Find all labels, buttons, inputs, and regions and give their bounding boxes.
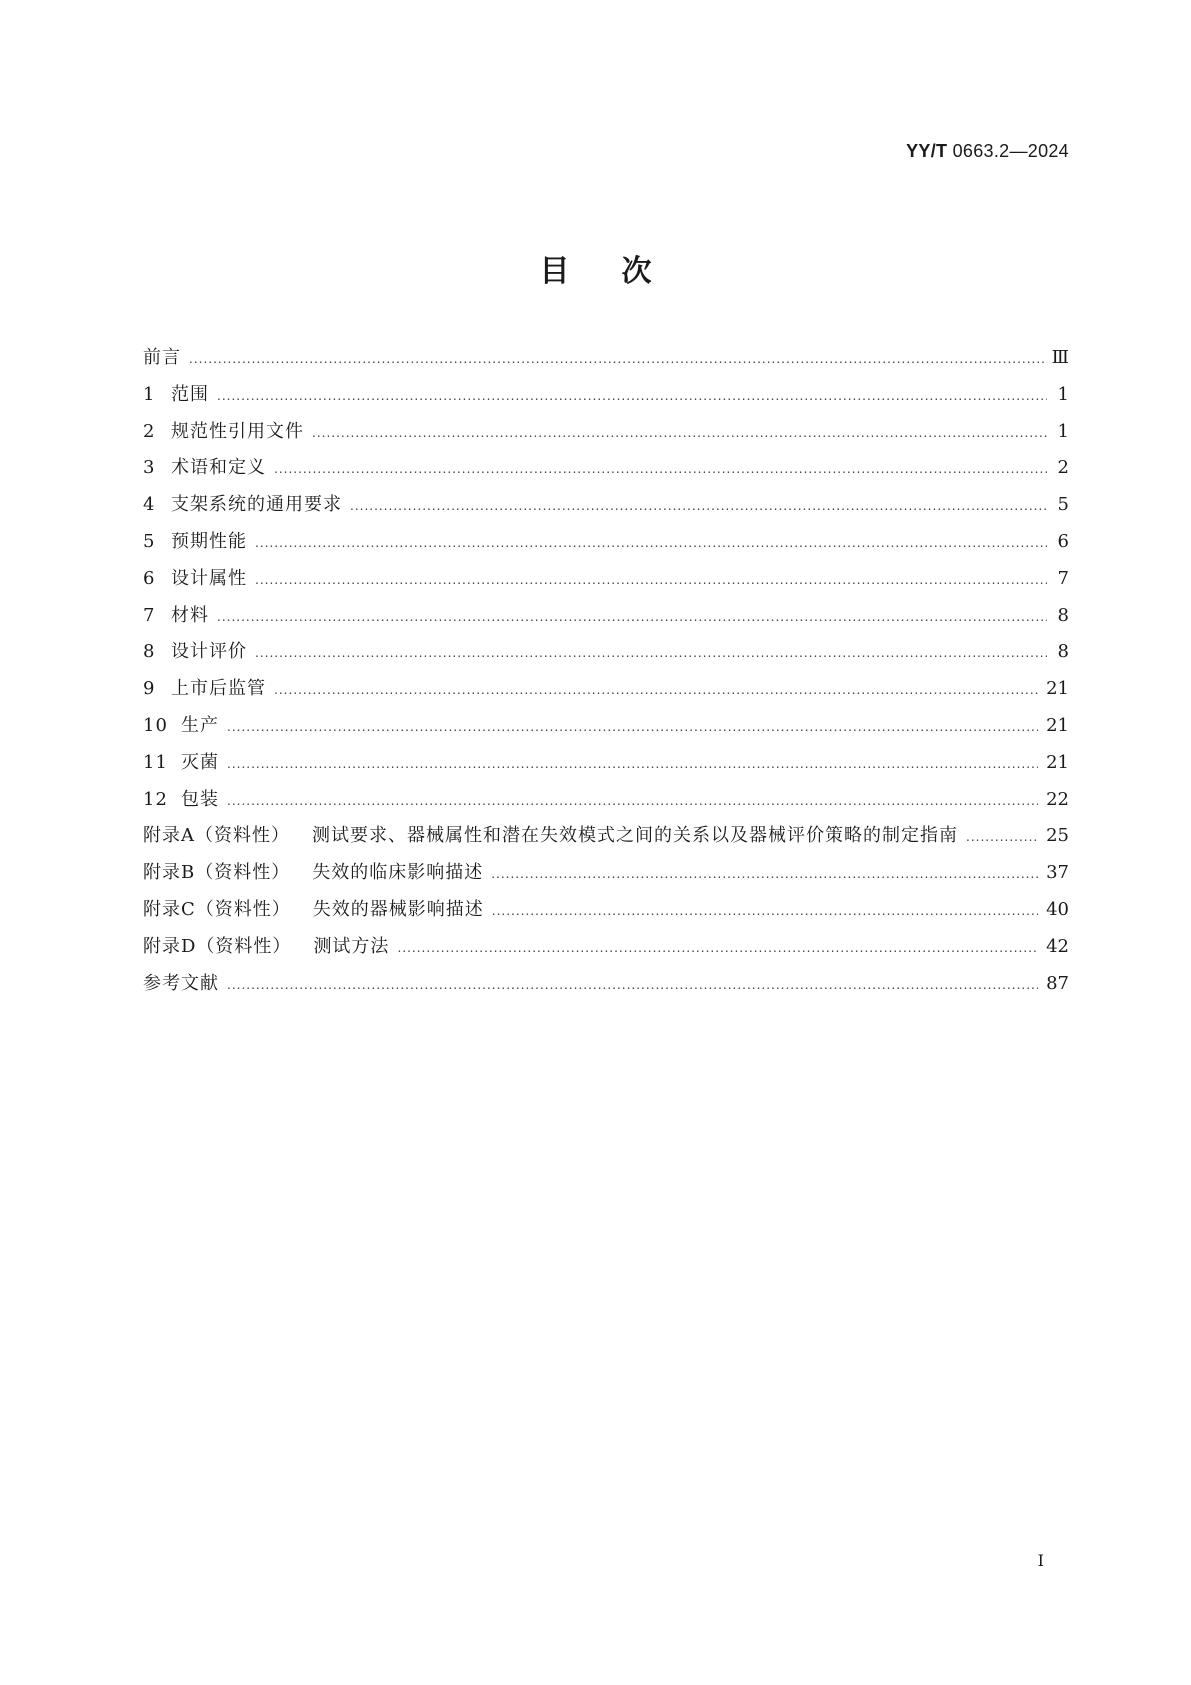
toc-entry-page: 21 (1046, 751, 1069, 773)
toc-entry-number: 6 (143, 567, 156, 589)
toc-entry[interactable] (143, 598, 1069, 635)
toc-entry-title: 附录A（资料性） (143, 825, 290, 847)
toc-entry-page: 5 (1057, 494, 1069, 516)
table-of-contents (143, 340, 1069, 1002)
toc-entry-number: 5 (143, 530, 156, 552)
toc-leader-dots (274, 672, 1038, 709)
toc-leader-dots (350, 488, 1047, 525)
toc-entry-label (143, 414, 304, 451)
toc-entry-title: 附录B（资料性） (143, 862, 291, 884)
toc-entry-page: 25 (1046, 825, 1069, 847)
toc-leader-dots (492, 893, 1038, 930)
toc-entry-number: 7 (143, 604, 156, 626)
toc-entry[interactable] (143, 414, 1069, 451)
toc-entry-page: 8 (1057, 641, 1069, 663)
standard-number: 0663.2—2024 (947, 141, 1069, 161)
toc-entry-title: 附录C（资料性） (143, 898, 291, 920)
toc-entry-label (143, 561, 247, 598)
toc-leader-dots (217, 378, 1047, 415)
toc-entry[interactable] (143, 855, 1069, 892)
toc-entry-label (143, 450, 266, 487)
toc-entry[interactable] (143, 782, 1069, 819)
toc-leader-dots (227, 746, 1038, 783)
standard-prefix: YY/T (906, 141, 948, 161)
toc-entry-number: 8 (143, 641, 156, 663)
toc-entry-label (143, 782, 219, 819)
toc-entry-page: 87 (1046, 972, 1069, 994)
toc-entry-label (143, 487, 342, 524)
toc-entry-number: 11 (143, 751, 168, 773)
toc-entry-page: 1 (1057, 383, 1069, 405)
toc-entry-title: 材料 (171, 604, 209, 626)
toc-entry-label (143, 340, 181, 377)
toc-entry-page: 7 (1057, 567, 1069, 589)
toc-entry-title: 附录D（资料性） (143, 935, 292, 957)
toc-entry[interactable] (143, 487, 1069, 524)
toc-entry-subtitle: 测试方法 (313, 935, 390, 957)
toc-entry-number: 2 (143, 420, 156, 442)
toc-entry-label (143, 818, 958, 855)
toc-entry-page: 42 (1046, 935, 1069, 957)
toc-leader-dots (189, 341, 1044, 378)
toc-entry[interactable] (143, 671, 1069, 708)
toc-entry[interactable] (143, 377, 1069, 414)
toc-entry-page: 40 (1046, 898, 1069, 920)
toc-entry-label (143, 745, 219, 782)
toc-entry-number: 12 (143, 788, 168, 810)
toc-leader-dots (217, 599, 1047, 636)
toc-entry-title: 上市后监管 (171, 678, 266, 700)
toc-leader-dots (274, 451, 1047, 488)
page-title: 目次 (539, 254, 704, 289)
toc-leader-dots (227, 967, 1038, 1004)
toc-entry-number: 3 (143, 457, 156, 479)
toc-entry[interactable] (143, 818, 1069, 855)
toc-entry-title: 术语和定义 (171, 457, 266, 479)
toc-entry-subtitle: 失效的器械影响描述 (312, 898, 484, 920)
toc-entry-page: Ⅲ (1051, 347, 1069, 368)
toc-entry-page: 22 (1046, 788, 1069, 810)
toc-leader-dots (312, 415, 1047, 452)
toc-entry-label (143, 929, 389, 966)
toc-leader-dots (491, 856, 1038, 893)
toc-leader-dots (227, 783, 1038, 820)
toc-entry-title: 设计属性 (171, 567, 247, 589)
toc-entry-page: 6 (1057, 530, 1069, 552)
toc-leader-dots (255, 562, 1047, 599)
toc-entry-title: 灭菌 (181, 751, 219, 773)
toc-entry-label (143, 377, 209, 414)
toc-entry[interactable] (143, 745, 1069, 782)
toc-entry-page: 8 (1057, 604, 1069, 626)
toc-entry-label (143, 855, 483, 892)
toc-entry[interactable] (143, 561, 1069, 598)
toc-entry-page: 21 (1046, 714, 1069, 736)
standard-code (906, 141, 1069, 162)
toc-entry-number: 10 (143, 714, 168, 736)
toc-entry-title: 规范性引用文件 (171, 420, 304, 442)
toc-entry-title: 生产 (181, 714, 219, 736)
toc-entry[interactable] (143, 524, 1069, 561)
toc-leader-dots (255, 525, 1047, 562)
toc-entry[interactable] (143, 708, 1069, 745)
toc-entry-title: 包装 (181, 788, 219, 810)
toc-entry-label (143, 966, 219, 1003)
toc-leader-dots (966, 819, 1038, 856)
toc-entry-label (143, 708, 219, 745)
toc-entry[interactable] (143, 966, 1069, 1003)
toc-entry-label (143, 524, 247, 561)
toc-entry-title: 参考文献 (143, 972, 219, 994)
toc-entry-title: 前言 (143, 347, 181, 368)
toc-entry[interactable] (143, 634, 1069, 671)
toc-entry-page: 21 (1046, 678, 1069, 700)
toc-leader-dots (255, 635, 1047, 672)
toc-entry-title: 支架系统的通用要求 (171, 494, 342, 516)
toc-entry-title: 预期性能 (171, 530, 247, 552)
toc-leader-dots (227, 709, 1038, 746)
toc-entry-page: 1 (1057, 420, 1069, 442)
toc-entry[interactable] (143, 892, 1069, 929)
toc-entry-page: 37 (1046, 862, 1069, 884)
page-number: Ⅰ (1037, 1551, 1044, 1570)
toc-entry-label (143, 598, 209, 635)
toc-entry-label (143, 634, 247, 671)
toc-entry-number: 9 (143, 678, 156, 700)
toc-entry-number: 1 (143, 383, 156, 405)
toc-entry-label (143, 892, 484, 929)
toc-entry[interactable] (143, 450, 1069, 487)
toc-entry-title: 设计评价 (171, 641, 247, 663)
toc-entry[interactable] (143, 929, 1069, 966)
toc-entry-subtitle: 测试要求、器械属性和潜在失效模式之间的关系以及器械评价策略的制定指南 (312, 825, 958, 847)
toc-entry-label (143, 671, 266, 708)
toc-entry-number: 4 (143, 494, 156, 516)
toc-entry-subtitle: 失效的临床影响描述 (312, 862, 484, 884)
toc-leader-dots (397, 930, 1038, 967)
toc-entry[interactable] (143, 340, 1069, 377)
toc-entry-page: 2 (1057, 457, 1069, 479)
toc-entry-title: 范围 (171, 383, 209, 405)
